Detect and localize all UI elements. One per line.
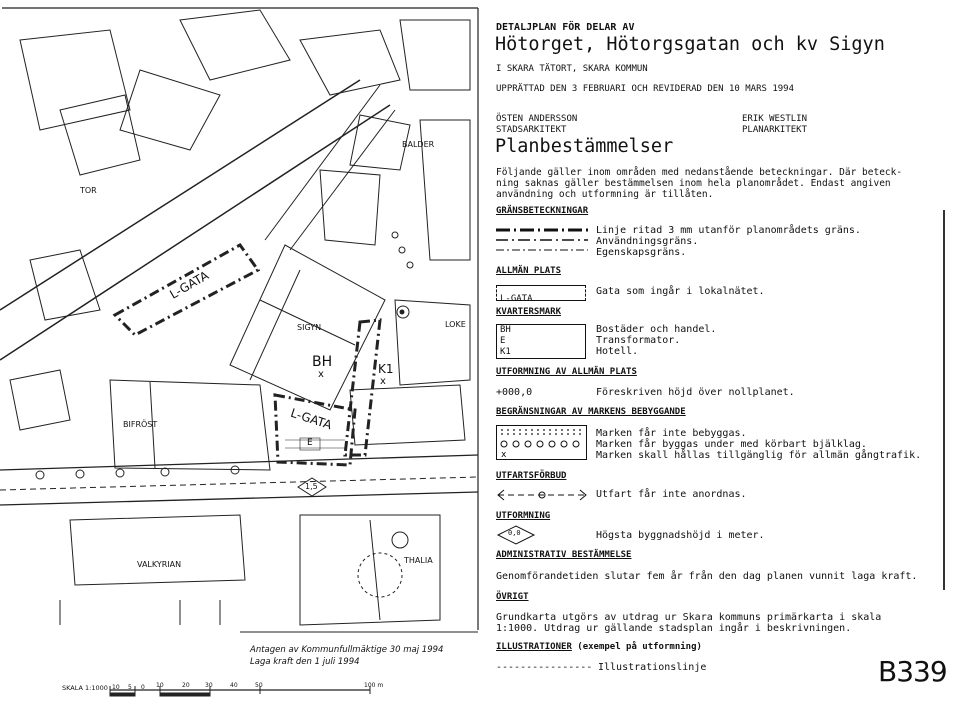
design-desc: Högsta byggnadshöjd i meter. xyxy=(596,530,765,541)
map-label-lgata-1: L-GATA xyxy=(167,268,212,302)
adopted-line-1: Antagen av Kommunfullmäktige 30 maj 1994 xyxy=(250,645,444,655)
boundaries-heading: GRÄNSBETECKNINGAR xyxy=(496,206,589,216)
design-heading: UTFORMNING xyxy=(496,511,551,521)
illustrations-dashes: ---------------- xyxy=(496,662,593,673)
illustrations-desc: Illustrationslinje xyxy=(598,662,707,673)
author-left-name: ÖSTEN ANDERSSON xyxy=(496,114,578,124)
map-label-valkyrian: VALKYRIAN xyxy=(137,560,182,569)
scale-tick: 50 xyxy=(255,682,263,689)
block-land-item-1: Bostäder och handel. xyxy=(596,324,717,335)
map-label-lgata-2: L-GATA xyxy=(288,405,334,433)
exit-ban-symbol xyxy=(496,488,588,502)
block-land-code: K1 xyxy=(500,347,511,357)
block-land-code: E xyxy=(500,336,506,346)
building-limits-item-3: Marken skall hållas tillgänglig för allmän gångtrafik. xyxy=(596,450,922,461)
boundary-item-1: Linje ritad 3 mm utanför planområdets gräns. xyxy=(596,225,861,236)
public-space-desc: Gata som ingår i lokalnätet. xyxy=(596,286,765,297)
scale-tick: 5 xyxy=(128,684,132,691)
map-label-x1: x xyxy=(318,369,324,380)
map-label-balder: BALDER xyxy=(402,140,435,149)
map-label-loke: LOKE xyxy=(445,320,466,329)
block-land-code-box xyxy=(496,324,586,359)
illustrations-heading-suffix: (exempel på utformning) xyxy=(577,642,702,652)
provisions-intro-2: ning saknas gäller bestämmelsen inom hela planområdet. Endast angiven xyxy=(496,178,891,189)
map-label-tor: TOR xyxy=(80,186,97,195)
illustrations-heading-row xyxy=(496,642,702,652)
svg-text:x: x xyxy=(501,450,507,460)
sheet-id: B339 xyxy=(878,655,947,688)
map-label-thalia: THALIA xyxy=(404,556,433,565)
public-space-code: L-GATA xyxy=(500,294,533,304)
block-land-heading: KVARTERSMARK xyxy=(496,307,562,317)
plan-place: I SKARA TÄTORT, SKARA KOMMUN xyxy=(496,64,648,74)
plan-dates: UPPRÄTTAD DEN 3 FEBRUARI OCH REVIDERAD DEN 10 MARS 1994 xyxy=(496,84,795,94)
sheet-edge-line xyxy=(943,210,945,590)
public-space-code-box xyxy=(496,285,586,304)
boundary-item-3: Egenskapsgräns. xyxy=(596,247,687,258)
scale-tick: 10 xyxy=(112,684,120,691)
scale-tick: 10 xyxy=(156,682,164,689)
map-label-bh: BH xyxy=(312,354,333,370)
admin-desc: Genomförandetiden slutar fem år från den dag planen vunnit laga kraft. xyxy=(496,571,918,582)
other-line-1: Grundkarta utgörs av utdrag ur Skara kommuns primärkarta i skala xyxy=(496,612,882,623)
illustrations-heading: ILLUSTRATIONER xyxy=(496,642,572,652)
scale-tick: 40 xyxy=(230,682,238,689)
exit-ban-desc: Utfart får inte anordnas. xyxy=(596,489,747,500)
map-label-bifrost: BIFRÖST xyxy=(123,420,158,429)
block-land-code: BH xyxy=(500,325,511,335)
map-label-sigyn: SIGYN xyxy=(297,323,322,332)
building-limits-symbols xyxy=(496,425,588,461)
design-code: 0,0 xyxy=(508,529,521,537)
plan-title: Hötorget, Hötorgsgatan och kv Sigyn xyxy=(495,34,885,55)
author-right-name: ERIK WESTLIN xyxy=(742,114,808,124)
provisions-intro-1: Följande gäller inom områden med nedanstående beteckningar. Där beteck- xyxy=(496,167,903,178)
scale-label: SKALA 1:1000 xyxy=(62,684,108,692)
provisions-intro-3: användning och utformning är tillåten. xyxy=(496,189,714,200)
design-public-code: +000,0 xyxy=(496,387,533,398)
map-label-x2: x xyxy=(380,376,386,387)
block-land-item-3: Hotell. xyxy=(596,346,639,357)
adopted-line-2: Laga kraft den 1 juli 1994 xyxy=(250,657,360,667)
design-public-desc: Föreskriven höjd över nollplanet. xyxy=(596,387,795,398)
provisions-heading: Planbestämmelser xyxy=(495,136,674,157)
design-public-heading: UTFORMNING AV ALLMÄN PLATS xyxy=(496,367,637,377)
other-heading: ÖVRIGT xyxy=(496,592,529,602)
admin-heading: ADMINISTRATIV BESTÄMMELSE xyxy=(496,550,632,560)
block-land-item-2: Transformator. xyxy=(596,335,681,346)
scale-tick: 30 xyxy=(205,682,213,689)
building-limits-item-2: Marken får byggas under med körbart bjälklag. xyxy=(596,439,867,450)
scale-tick: 100 m xyxy=(364,682,384,689)
map-label-k1: K1 xyxy=(378,362,394,376)
scale-tick: 20 xyxy=(182,682,190,689)
boundary-item-2: Användningsgräns. xyxy=(596,236,699,247)
scale-tick: 0 xyxy=(141,684,145,691)
plan-kicker: DETALJPLAN FÖR DELAR AV xyxy=(496,22,635,33)
other-line-2: 1:1000. Utdrag ur gällande stadsplan ingår i beskrivningen. xyxy=(496,623,852,634)
exit-ban-heading: UTFARTSFÖRBUD xyxy=(496,471,567,481)
map-label-e: E xyxy=(307,438,313,448)
public-space-heading: ALLMÄN PLATS xyxy=(496,266,562,276)
map-label-height: 1,5 xyxy=(305,482,318,491)
building-limits-heading: BEGRÄNSNINGAR AV MARKENS BEBYGGANDE xyxy=(496,407,686,417)
boundary-symbols xyxy=(496,226,588,256)
building-limits-item-1: Marken får inte bebyggas. xyxy=(596,428,747,439)
author-left-role: STADSARKITEKT xyxy=(496,125,567,135)
author-right-role: PLANARKITEKT xyxy=(742,125,808,135)
